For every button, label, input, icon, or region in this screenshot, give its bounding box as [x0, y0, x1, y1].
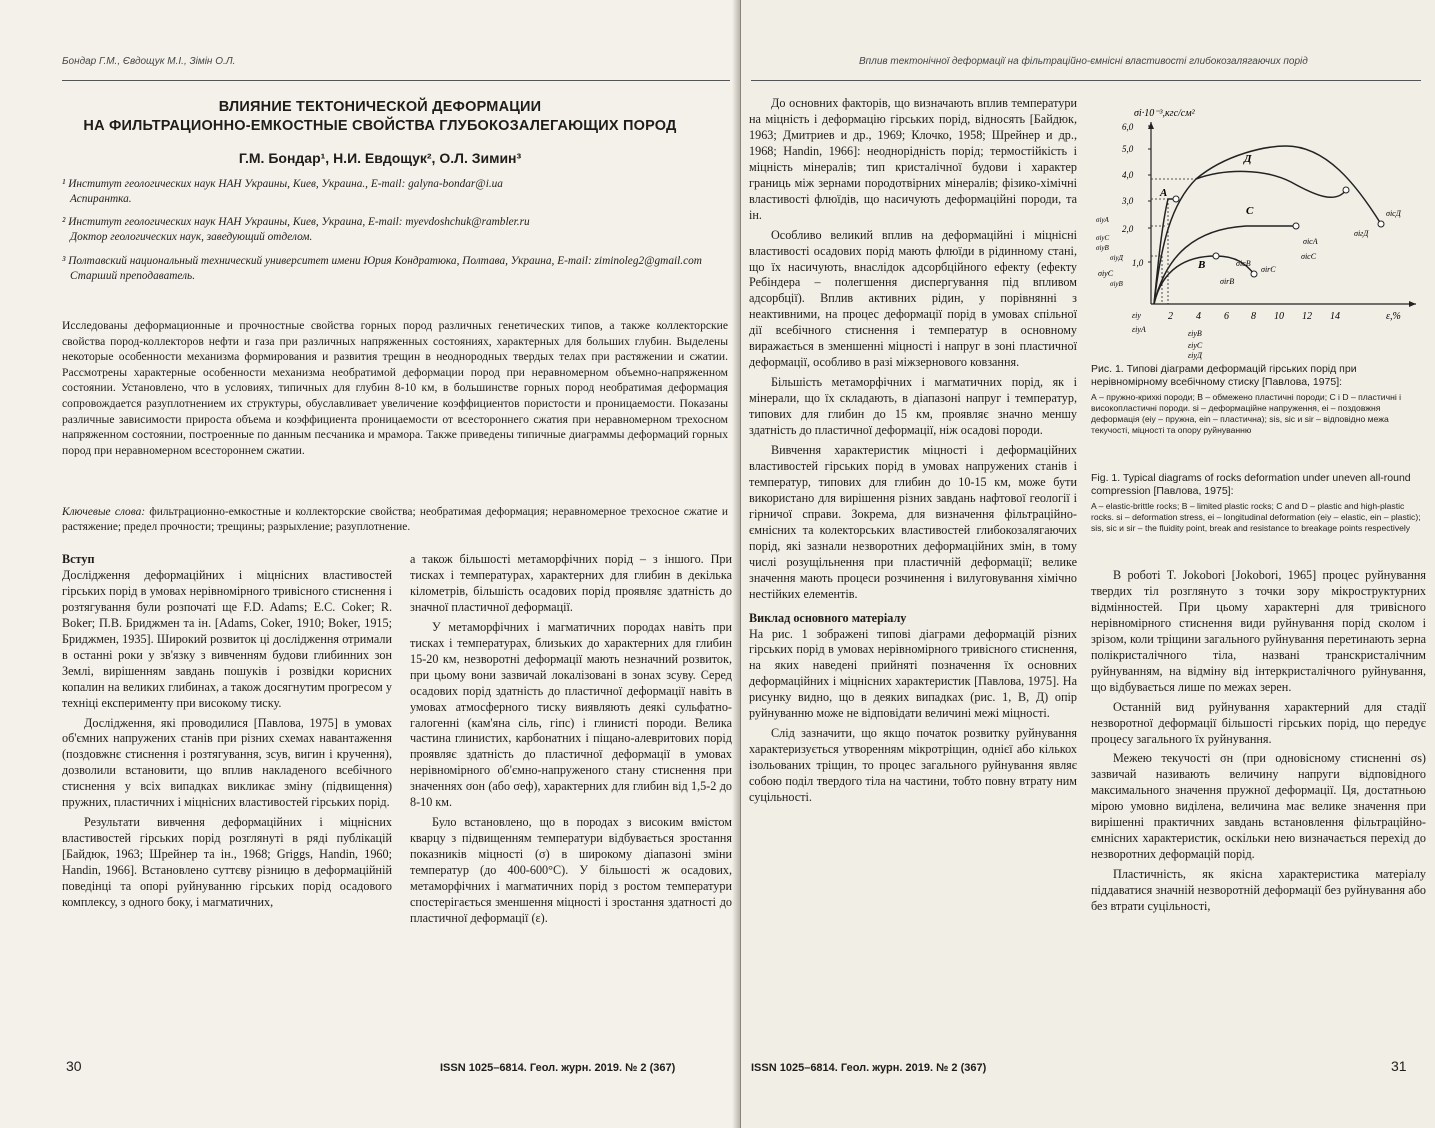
- affiliation-1-line: ¹ Институт геологических наук НАН Украины, Киев, Украина., E-mail: galyna-bondar@i.ua: [62, 178, 503, 190]
- paragraph: Результати вивчення деформаційних і міцнісних властивостей гірських порід розглянуті в ряді публікацій [Байдюк, 1963; Шрейнер та ін., 1968; Griggs, Handin, 1960; Handin, 1966]. Встановлено суттєву різницю в деформаційній поведінці та опорі руйнуванню гірських порід осадового комплексу, з одного боку, і магматичних,: [62, 815, 392, 910]
- paragraph: Більшість метаморфічних і магматичних порід, як і мінерали, що їх складають, в діапазоні напруг і температур, типових для глибин до 15 км, проявляє значно меншу здатність до пластичної деформації, ніж осадові породи.: [749, 375, 1077, 438]
- keywords: [62, 505, 728, 536]
- strain-label: εiуА: [1132, 325, 1146, 334]
- right-page: [741, 0, 1435, 1128]
- x-axis-arrow: [1409, 301, 1416, 307]
- paragraph: На рис. 1 зображені типові діаграми деформацій різних гірських порід в умовах нерівномірного тривісного стиснення, на яких наведені прийняті позначення їх основних деформаційних і міцнісних характеристик [Павлова, 1975]. На рисунку видно, що в деяких випадках (рис. 1, В, Д) опір руйнуванню може не відповідати величині межі міцності.: [749, 626, 1077, 721]
- affiliation-3: [62, 254, 722, 284]
- caption-en-body: A – elastic-brittle rocks; B – limited plastic rocks; C and D – plastic and high-plastic rocks. si – deformation stress, ei – longitudinal deformation (eiy – elastic, ein – plastic); sis, sic и sir – the fluidity point, break and resistance to breakage points respectively: [1091, 501, 1421, 533]
- curve-label-A: A: [1160, 187, 1168, 199]
- left-label: σiуД: [1110, 254, 1123, 262]
- section-heading-main: Виклад основного матеріалу: [749, 610, 907, 625]
- strain-label: εiуД: [1188, 351, 1203, 360]
- curve-D: [1154, 146, 1381, 304]
- figure-1: [1096, 104, 1426, 360]
- affiliation-2-role: Доктор геологических наук, заведующий отделом.: [70, 231, 313, 243]
- deformation-curves: [1154, 146, 1381, 304]
- figure-caption-ua: [1091, 363, 1426, 436]
- x-tick-12: 12: [1302, 311, 1312, 322]
- caption-ua-body: А – пружно-крихкі породи; В – обмежено пластичні породи; C і D – пластичні і високопластичні породи. si – деформаційне напруження, ei – поздовжня деформація (eiy – пружна, ein – пластична); sis, sic и sir – відповідно межа текучості, міцності та опору руйнуванню: [1091, 392, 1402, 435]
- keywords-text: фильтрационно-емкостные и коллекторские свойства; необратимая деформация; неравномерное трехосное сжатие и растяжение; предел прочности; трещины; разрыхление; разуплотнение.: [62, 506, 728, 534]
- x-tick-labels: [1168, 311, 1401, 322]
- y-tick-5: 5,0: [1122, 144, 1134, 154]
- right-footer: ISSN 1025–6814. Геол. журн. 2019. № 2 (367): [751, 1062, 987, 1074]
- affiliation-2-line: ² Институт геологических наук НАН Украины, Киев, Украина, E-mail: myevdoshchuk@rambler.ru: [62, 216, 530, 228]
- point-label: σiгД: [1354, 229, 1369, 238]
- point-label: σicC: [1301, 252, 1317, 261]
- left-label: σiуB: [1096, 244, 1109, 252]
- x-tick-2: 2: [1168, 311, 1173, 322]
- right-page-number: 31: [1391, 1058, 1407, 1074]
- right-header-rule: [751, 80, 1421, 81]
- paragraph: Було встановлено, що в породах з високим вмістом кварцу з підвищенням температури відбувається зростання показників міцності (σ) в широкому діапазоні зміни температур (до 400-600°С). У більшості ж осадових, метаморфічних і магматичних порід з ростом температури спостерігається зменшення міцності і зростання здатності до пластичної деформації (ε).: [410, 815, 732, 925]
- paragraph: В роботі T. Jokobori [Jokobori, 1965] процес руйнування твердих тіл розглянуто з точки зору мікроструктурних відмінностей. При цьому характерні для тривісного нерівномірного стиснення види руйнування порід сколом і зрізом, коли тріщини загального руйнування перетинають зерна полікристалічного тіла, названі транскристалічним руйнуванням, на відміну від інтеркристалічного руйнування, що відбувається лише по межах зерен.: [1091, 568, 1426, 694]
- affiliation-1: [62, 177, 722, 207]
- x-tick-4: 4: [1196, 311, 1201, 322]
- point-label: σiсД: [1386, 209, 1401, 218]
- paragraph: Дослідження, які проводилися [Павлова, 1975] в умовах об'ємних напружених станів при різних схемах навантаження (поздовжнє стиснення і розтягування, зсув, вигин і кручення), дозволили встановити, що вплив накладеного всебічного стиснення у всіх випадках викликає зміну (підвищення) пружних, пластичних і міцнісних властивостей гірських порід.: [62, 715, 392, 810]
- caption-ua-title: Рис. 1. Типові діаграми деформацій гірських порід при нерівномірному всебічному стиску [Павлова, 1975]:: [1091, 363, 1357, 388]
- x-tick-14: 14: [1330, 311, 1340, 322]
- point-label: σirB: [1220, 277, 1235, 286]
- left-column-1: [62, 552, 392, 915]
- point-labels: [1098, 209, 1402, 286]
- paragraph: У метаморфічних і магматичних породах навіть при тисках і температурах, близьких до характерних для глибин 15-20 км, незворотні деформації мають незначний розвиток, при цьому вони зазвичай локалізовані в зонах зсуву. Серед осадових порід здатність до пластичної деформації навіть в умовах атмосферного тиску виявляють деякі сульфатно-галогенні (кам'яна сіль, гіпс) і глинисті породи. Велика частина глинистих, карбонатних і піщано-алевритових порід проявляє здатність до пластичної деформації в умовах нерівномірного об'ємно-напруженого стану стиснення при значеннях σон (або σеф), характерних для глибин від 1,5-2 до 8-10 км.: [410, 619, 732, 810]
- left-page-number: 30: [66, 1058, 82, 1074]
- article-title: [40, 98, 720, 136]
- strain-label: εiуВ: [1188, 329, 1202, 338]
- affiliation-3-line: ³ Полтавский национальный технический университет имени Юрия Кондратюка, Полтава, Украина, E-mail: ziminoleg2@gmail.com: [62, 255, 702, 267]
- curve-label-B: B: [1198, 259, 1206, 271]
- paragraph: До основних факторів, що визначають вплив температури на міцність і деформацію гірських порід, відносять [Байдюк, 1963; Дмитриев и др., 1969; Клочко, 1958; Шрейнер и др., 1968; Handin, 1966]: неоднорідність порід; термостійкість і міцність мінералів; тип кристалічної будови і характер границь між зернами породотвірних мінералів; фізико-хімічні властивості флюїдів, що насичують деформаційні породи, та ін.: [749, 96, 1077, 222]
- y-tick-2: 2,0: [1122, 224, 1134, 234]
- right-column-2: [1091, 568, 1426, 919]
- paragraph: Вивчення характеристик міцності і деформаційних властивостей гірських порід в умовах напружених станів і температур, типових для глибин до 10-15 км, може бути використано для вирішення різних завдань нафтової геології і гірничої справи. Зокрема, для визначення фільтраційно-ємнісних та колекторських властивостей глибокозалягаючих порід, які зазнали незворотних деформаційних змін, в тому числі розущільнення при пластичній деформації; велике значення мають процеси розчинення і вилуговування хімічно нестійких елементів.: [749, 443, 1077, 601]
- caption-en-title: Fig. 1. Typical diagrams of rocks deformation under uneven all-round compression [Павлова, 1975]:: [1091, 472, 1411, 497]
- keywords-label: Ключевые слова:: [62, 506, 146, 518]
- affiliation-3-role: Старший преподаватель.: [70, 270, 196, 282]
- left-column-2: [410, 552, 732, 931]
- left-header-rule: [62, 80, 730, 81]
- figure-caption-en: [1091, 472, 1426, 534]
- x-axis-label: ε,%: [1386, 311, 1401, 322]
- right-column-1: [749, 96, 1077, 810]
- left-label: σiуB: [1110, 280, 1123, 288]
- deformation-diagram: [1096, 104, 1426, 360]
- strain-label: εiу: [1132, 311, 1141, 320]
- y-tick-1: 1,0: [1132, 258, 1144, 268]
- y-axis-label: σi·10⁻³,кгс/см²: [1134, 108, 1195, 119]
- strain-label: εiуС: [1188, 341, 1203, 350]
- affiliation-2: [62, 215, 722, 245]
- affiliation-1-role: Аспирантка.: [70, 193, 132, 205]
- point-label: σicA: [1303, 237, 1318, 246]
- x-tick-8: 8: [1251, 311, 1256, 322]
- curve-label-D: Д: [1244, 153, 1252, 165]
- paragraph: Особливо великий вплив на деформаційні і міцнісні властивості осадових порід мають флюїди в рідинному стані, що їх насичують, внаслідок адсорбційного ефекту (ефекту Ребіндера – полегшення диспергування під впливом адсорбції). Вплив активних рідин, у порівнянні з неактивними, на процес деформації порід в умовах спільної дії всебічного стиснення і температур в основному виражається в зменшенні міцності і напруг в зоні пластичної деформації, особливо в разі міжзернового ковзання.: [749, 227, 1077, 370]
- paragraph: Межею текучості σн (при одновісному стисненні σs) зазвичай називають величину напруги відповідного максимального значення пружної деформації. Ця, достатньою мірою умовно виділена, величина має велике значення при вирішенні практичних завдань встановлення фільтраційно-ємнісних характеристик, оскільки нею визначається перехід до незворотних деформацій порід.: [1091, 751, 1426, 862]
- curve-label-C: C: [1246, 205, 1254, 217]
- left-footer: ISSN 1025–6814. Геол. журн. 2019. № 2 (367): [440, 1062, 676, 1074]
- paragraph: Пластичність, як якісна характеристика матеріалу піддаватися значній незворотній деформації без руйнування або без втрати суцільності,: [1091, 867, 1426, 914]
- title-line-1: ВЛИЯНИЕ ТЕКТОНИЧЕСКОЙ ДЕФОРМАЦИИ: [218, 99, 542, 115]
- point-label: σirC: [1261, 265, 1276, 274]
- title-line-2: НА ФИЛЬТРАЦИОННО-ЕМКОСТНЫЕ СВОЙСТВА ГЛУБОКОЗАЛЕГАЮЩИХ ПОРОД: [83, 118, 677, 134]
- left-label: σiуC: [1096, 234, 1110, 242]
- left-running-header: Бондар Г.М., Євдощук М.І., Зімін О.Л.: [62, 56, 236, 67]
- x-tick-6: 6: [1224, 311, 1229, 322]
- right-running-header: Вплив тектонічної деформації на фільтраційно-ємнісні властивості глибокозалягаючих порід: [859, 56, 1308, 67]
- y-tick-4: 4,0: [1122, 170, 1134, 180]
- left-label: σiуA: [1096, 216, 1109, 224]
- paragraph: а також більшості метаморфічних порід – з іншого. При тисках і температурах, характерних для глибин в декілька кілометрів, більшість осадових порід проявляє здатність до значної пластичної деформації.: [410, 552, 732, 614]
- y-tick-3: 3,0: [1122, 196, 1134, 206]
- x-tick-10: 10: [1274, 311, 1284, 322]
- point-label: σicB: [1236, 259, 1251, 268]
- section-heading-intro: Вступ: [62, 552, 95, 566]
- paragraph: Дослідження деформаційних і міцнісних властивостей гірських порід в умовах нерівномірного тривісного стиснення і розтягування були розпочаті ще F.D. Adams; E.C. Coker; R. Boker; П.В. Бриджмен та ін. [Adams, Coker, 1910; Boker, 1915; Бриджмен, 1935]. Широкий розвиток ці дослідження отримали в останні роки у зв'язку з вивченням будови глибинних зон Землі, вирішенням завдань пошуків і розвідки корисних копалин на великих глибинах, а також досягнутим прогресом у техніці експерименту при високому тиску.: [62, 567, 392, 710]
- paragraph: Слід зазначити, що якщо початок розвитку руйнування характеризується утворенням мікротріщин, однієї або кількох ізольованих тріщин, то процес загального руйнування являє собою поділ твердого тіла на частини, тобто повну втрату ним суцільності.: [749, 726, 1077, 805]
- curve-D-lower: [1196, 171, 1346, 197]
- paragraph: Останній вид руйнування характерний для стадії незворотної деформації більшості гірських порід, що передує процесу загального їх руйнування.: [1091, 699, 1426, 746]
- point-label: σiуС: [1098, 269, 1114, 278]
- abstract: Исследованы деформационные и прочностные свойства горных пород различных генетических типов, а также коллекторские свойства пород-коллекторов нефти и газа при различных напряженных состояниях, характерных для больших глубин. Выделены некоторые особенности механизма формирования и развития трещин в неоднородных твердых телах при растяжении и сжатии. Рассмотрены характерные особенности механизма необратимой деформации пород при неравномерном объемно-напряженном состоянии. Установлено, что в условиях, типичных для глубин 8-10 км, в большинстве горных пород необратимая деформация сопровождается разуплотнением их структуры, обуславливает увеличение коэффициентов пористости и проницаемости. Показаны различные зависимости прироста объема и коэффициента проницаемости от всестороннего сжатия при неравномерном трехосном напряженном состоянии, построенные по данным песчаника и мрамора. Также приведены типичные диаграммы деформаций горных пород при неравномерном всестороннем сжатии.: [62, 319, 728, 457]
- y-tick-6: 6,0: [1122, 122, 1134, 132]
- authors: Г.М. Бондар¹, Н.И. Евдощук², О.Л. Зимин³: [238, 150, 522, 166]
